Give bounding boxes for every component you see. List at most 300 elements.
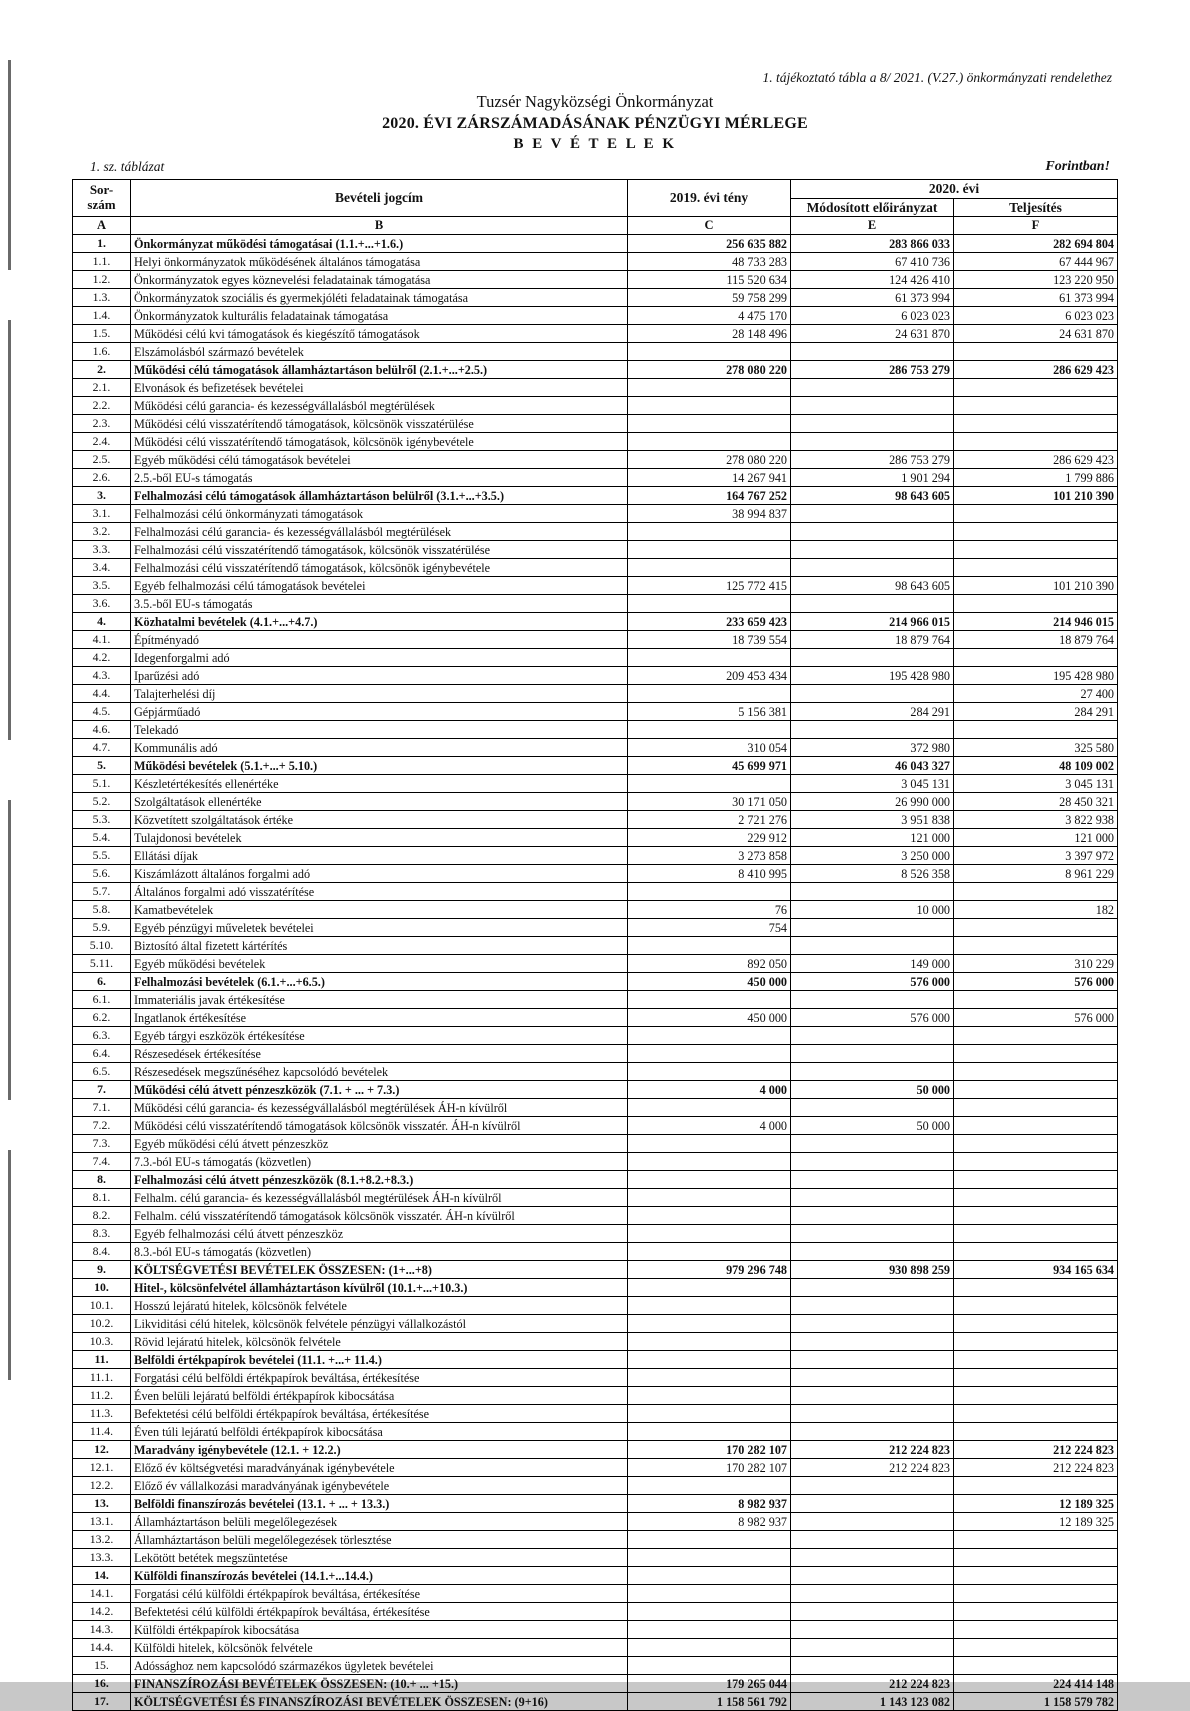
row-value-cell-c: 754 — [628, 919, 791, 937]
row-value-cell-f: 123 220 950 — [954, 271, 1118, 289]
row-value-cell-e: 3 951 838 — [791, 811, 954, 829]
row-value-cell-c: 4 475 170 — [628, 307, 791, 325]
row-value-cell-e — [791, 685, 954, 703]
row-value-cell-f — [954, 1225, 1118, 1243]
row-number-cell: 8.2. — [73, 1207, 131, 1225]
row-value-cell-c: 18 739 554 — [628, 631, 791, 649]
row-number-cell: 4.2. — [73, 649, 131, 667]
row-number-cell: 5.2. — [73, 793, 131, 811]
row-number-cell: 5.3. — [73, 811, 131, 829]
row-value-cell-c: 450 000 — [628, 1009, 791, 1027]
table-number-label: 1. sz. táblázat — [90, 159, 165, 174]
table-row — [73, 1117, 1118, 1135]
table-caption-row — [60, 159, 1130, 175]
row-value-cell-f — [954, 523, 1118, 541]
row-value-cell-e — [791, 1585, 954, 1603]
row-title-cell: Külföldi hitelek, kölcsönök felvétele — [131, 1639, 628, 1657]
row-value-cell-e: 212 224 823 — [791, 1675, 954, 1693]
document-subtitle: B E V É T E L E K — [513, 136, 677, 152]
row-number-cell: 11.3. — [73, 1405, 131, 1423]
row-value-cell-e — [791, 523, 954, 541]
row-value-cell-e: 50 000 — [791, 1117, 954, 1135]
row-title-cell: Hosszú lejáratú hitelek, kölcsönök felvétele — [131, 1297, 628, 1315]
currency-label: Forintban! — [1045, 159, 1110, 174]
row-value-cell-e — [791, 649, 954, 667]
header-cell-title: Bevételi jogcím — [131, 180, 628, 217]
row-title-cell: Immateriális javak értékesítése — [131, 991, 628, 1009]
table-row — [73, 631, 1118, 649]
row-value-cell-f: 214 946 015 — [954, 613, 1118, 631]
row-value-cell-f — [954, 1171, 1118, 1189]
row-value-cell-c: 8 982 937 — [628, 1513, 791, 1531]
row-title-cell: Működési célú garancia- és kezességvállalásból megtérülések — [131, 397, 628, 415]
row-number-cell: 1.6. — [73, 343, 131, 361]
row-value-cell-c: 4 000 — [628, 1117, 791, 1135]
row-value-cell-c — [628, 991, 791, 1009]
row-value-cell-e — [791, 1477, 954, 1495]
table-row — [73, 1135, 1118, 1153]
row-title-cell: Részesedések értékesítése — [131, 1045, 628, 1063]
row-value-cell-e — [791, 541, 954, 559]
row-value-cell-f: 101 210 390 — [954, 487, 1118, 505]
row-number-cell: 7.1. — [73, 1099, 131, 1117]
row-value-cell-e: 67 410 736 — [791, 253, 954, 271]
table-row — [73, 1423, 1118, 1441]
row-title-cell: Befektetési célú külföldi értékpapírok beváltása, értékesítése — [131, 1603, 628, 1621]
row-value-cell-f — [954, 1027, 1118, 1045]
table-row — [73, 1171, 1118, 1189]
row-value-cell-e: 1 901 294 — [791, 469, 954, 487]
row-value-cell-e — [791, 1495, 954, 1513]
row-value-cell-e: 61 373 994 — [791, 289, 954, 307]
column-letter-e: E — [791, 217, 954, 235]
row-number-cell: 5.6. — [73, 865, 131, 883]
row-value-cell-f: 121 000 — [954, 829, 1118, 847]
row-value-cell-f — [954, 541, 1118, 559]
row-value-cell-f — [954, 937, 1118, 955]
table-row — [73, 433, 1118, 451]
row-title-cell: Működési célú visszatérítendő támogatások kölcsönök visszatér. ÁH-n kívülről — [131, 1117, 628, 1135]
row-number-cell: 2.5. — [73, 451, 131, 469]
row-value-cell-e: 286 753 279 — [791, 361, 954, 379]
row-value-cell-f: 18 879 764 — [954, 631, 1118, 649]
row-number-cell: 1.1. — [73, 253, 131, 271]
row-title-cell: Közvetített szolgáltatások értéke — [131, 811, 628, 829]
row-value-cell-e — [791, 1189, 954, 1207]
row-value-cell-c: 115 520 634 — [628, 271, 791, 289]
row-value-cell-c — [628, 1207, 791, 1225]
row-value-cell-f — [954, 379, 1118, 397]
row-value-cell-e — [791, 559, 954, 577]
row-value-cell-f — [954, 1063, 1118, 1081]
table-row — [73, 1531, 1118, 1549]
row-title-cell: Ellátási díjak — [131, 847, 628, 865]
table-row — [73, 739, 1118, 757]
header-cell-rownumber — [73, 180, 131, 217]
table-row — [73, 577, 1118, 595]
row-number-cell: 12.1. — [73, 1459, 131, 1477]
row-value-cell-f — [954, 1657, 1118, 1675]
row-value-cell-c — [628, 1477, 791, 1495]
row-value-cell-e — [791, 1657, 954, 1675]
row-value-cell-e — [791, 721, 954, 739]
row-value-cell-c: 450 000 — [628, 973, 791, 991]
table-row — [73, 757, 1118, 775]
row-title-cell: Önkormányzat működési támogatásai (1.1.+...+1.6.) — [131, 235, 628, 253]
table-row — [73, 1441, 1118, 1459]
row-number-cell: 10.3. — [73, 1333, 131, 1351]
row-number-cell: 11. — [73, 1351, 131, 1369]
row-value-cell-e — [791, 433, 954, 451]
table-row — [73, 1621, 1118, 1639]
row-title-cell: Önkormányzatok szociális és gyermekjóléti feladatainak támogatása — [131, 289, 628, 307]
table-row — [73, 307, 1118, 325]
row-title-cell: 3.5.-ből EU-s támogatás — [131, 595, 628, 613]
table-row — [73, 613, 1118, 631]
row-value-cell-f: 24 631 870 — [954, 325, 1118, 343]
row-value-cell-f: 28 450 321 — [954, 793, 1118, 811]
row-value-cell-c — [628, 1639, 791, 1657]
row-value-cell-e — [791, 1567, 954, 1585]
column-letter-c: C — [628, 217, 791, 235]
row-value-cell-e: 46 043 327 — [791, 757, 954, 775]
row-title-cell: Elszámolásból származó bevételek — [131, 343, 628, 361]
row-value-cell-c: 256 635 882 — [628, 235, 791, 253]
row-title-cell: Egyéb felhalmozási célú átvett pénzeszköz — [131, 1225, 628, 1243]
table-row — [73, 343, 1118, 361]
row-value-cell-c: 8 982 937 — [628, 1495, 791, 1513]
row-value-cell-f: 224 414 148 — [954, 1675, 1118, 1693]
row-title-cell: Közhatalmi bevételek (4.1.+...+4.7.) — [131, 613, 628, 631]
row-value-cell-c — [628, 1657, 791, 1675]
row-number-cell: 13. — [73, 1495, 131, 1513]
header-cell-year-group: 2020. évi — [791, 180, 1118, 199]
row-number-cell: 1.2. — [73, 271, 131, 289]
header-rownumber-line2: szám — [87, 197, 116, 213]
row-title-cell: Belföldi értékpapírok bevételei (11.1. +...+ 11.4.) — [131, 1351, 628, 1369]
row-number-cell: 5.4. — [73, 829, 131, 847]
row-value-cell-e — [791, 1315, 954, 1333]
table-row — [73, 1243, 1118, 1261]
table-row — [73, 1297, 1118, 1315]
row-value-cell-f — [954, 1081, 1118, 1099]
table-row — [73, 1585, 1118, 1603]
row-title-cell: Működési célú garancia- és kezességvállalásból megtérülések ÁH-n kívülről — [131, 1099, 628, 1117]
document-reference-note: 1. tájékoztató tábla a 8/ 2021. (V.27.) önkormányzati rendelethez — [762, 70, 1112, 85]
table-row — [73, 703, 1118, 721]
row-value-cell-f — [954, 1117, 1118, 1135]
table-row — [73, 667, 1118, 685]
row-value-cell-e — [791, 1063, 954, 1081]
row-number-cell: 10. — [73, 1279, 131, 1297]
row-value-cell-c — [628, 1621, 791, 1639]
row-value-cell-e — [791, 1027, 954, 1045]
table-row — [73, 721, 1118, 739]
row-value-cell-f — [954, 559, 1118, 577]
row-value-cell-f — [954, 1567, 1118, 1585]
row-value-cell-f: 286 629 423 — [954, 451, 1118, 469]
row-value-cell-f: 195 428 980 — [954, 667, 1118, 685]
row-value-cell-f: 3 045 131 — [954, 775, 1118, 793]
table-row — [73, 1261, 1118, 1279]
row-value-cell-c: 170 282 107 — [628, 1459, 791, 1477]
row-title-cell: Ingatlanok értékesítése — [131, 1009, 628, 1027]
row-value-cell-f — [954, 1405, 1118, 1423]
row-title-cell: Belföldi finanszírozás bevételei (13.1. + ... + 13.3.) — [131, 1495, 628, 1513]
row-value-cell-e — [791, 505, 954, 523]
row-number-cell: 14.2. — [73, 1603, 131, 1621]
row-value-cell-e — [791, 415, 954, 433]
row-value-cell-f — [954, 397, 1118, 415]
table-row — [73, 1315, 1118, 1333]
row-value-cell-f: 576 000 — [954, 973, 1118, 991]
table-row — [73, 901, 1118, 919]
table-row — [73, 775, 1118, 793]
table-row — [73, 1405, 1118, 1423]
row-value-cell-f: 934 165 634 — [954, 1261, 1118, 1279]
row-title-cell: Lekötött betétek megszüntetése — [131, 1549, 628, 1567]
row-value-cell-c: 48 733 283 — [628, 253, 791, 271]
table-row — [73, 1693, 1118, 1711]
row-value-cell-f: 61 373 994 — [954, 289, 1118, 307]
row-value-cell-c: 59 758 299 — [628, 289, 791, 307]
row-number-cell: 3.5. — [73, 577, 131, 595]
organization-name: Tuzsér Nagyközségi Önkormányzat — [476, 92, 714, 111]
row-value-cell-e — [791, 1171, 954, 1189]
row-value-cell-c — [628, 775, 791, 793]
row-value-cell-c: 229 912 — [628, 829, 791, 847]
row-number-cell: 5.7. — [73, 883, 131, 901]
table-row — [73, 271, 1118, 289]
row-value-cell-e — [791, 1333, 954, 1351]
row-value-cell-e: 3 045 131 — [791, 775, 954, 793]
table-row — [73, 1027, 1118, 1045]
row-value-cell-e — [791, 1153, 954, 1171]
row-number-cell: 12. — [73, 1441, 131, 1459]
row-title-cell: Tulajdonosi bevételek — [131, 829, 628, 847]
row-number-cell: 4.5. — [73, 703, 131, 721]
row-value-cell-f: 101 210 390 — [954, 577, 1118, 595]
row-number-cell: 9. — [73, 1261, 131, 1279]
row-number-cell: 6.1. — [73, 991, 131, 1009]
row-value-cell-e — [791, 1351, 954, 1369]
header-rownumber-line1: Sor- — [89, 182, 114, 198]
row-value-cell-f — [954, 343, 1118, 361]
row-value-cell-e: 576 000 — [791, 1009, 954, 1027]
row-number-cell: 11.4. — [73, 1423, 131, 1441]
row-value-cell-e: 3 250 000 — [791, 847, 954, 865]
row-value-cell-e: 1 143 123 082 — [791, 1693, 954, 1711]
table-row — [73, 1495, 1118, 1513]
row-value-cell-c — [628, 1153, 791, 1171]
row-number-cell: 15. — [73, 1657, 131, 1675]
row-title-cell: Önkormányzatok kulturális feladatainak támogatása — [131, 307, 628, 325]
row-value-cell-f — [954, 1477, 1118, 1495]
row-value-cell-c — [628, 379, 791, 397]
table-row — [73, 1225, 1118, 1243]
row-value-cell-f: 182 — [954, 901, 1118, 919]
row-value-cell-f — [954, 991, 1118, 1009]
row-title-cell: Egyéb működési célú átvett pénzeszköz — [131, 1135, 628, 1153]
row-value-cell-c: 278 080 220 — [628, 361, 791, 379]
row-number-cell: 6.3. — [73, 1027, 131, 1045]
row-value-cell-c — [628, 541, 791, 559]
row-value-cell-e — [791, 1099, 954, 1117]
row-value-cell-f: 6 023 023 — [954, 307, 1118, 325]
row-title-cell: KÖLTSÉGVETÉSI ÉS FINANSZÍROZÁSI BEVÉTELEK ÖSSZESEN: (9+16) — [131, 1693, 628, 1711]
row-title-cell: Felhalmozási bevételek (6.1.+...+6.5.) — [131, 973, 628, 991]
row-number-cell: 4.1. — [73, 631, 131, 649]
row-value-cell-f — [954, 1585, 1118, 1603]
header-cell-modified-estimate: Módosított előirányzat — [791, 198, 954, 217]
row-value-cell-e — [791, 1045, 954, 1063]
row-value-cell-f: 212 224 823 — [954, 1459, 1118, 1477]
table-row — [73, 595, 1118, 613]
row-value-cell-e — [791, 883, 954, 901]
row-title-cell: Felhalmozási célú önkormányzati támogatások — [131, 505, 628, 523]
table-row — [73, 847, 1118, 865]
row-value-cell-e — [791, 343, 954, 361]
row-title-cell: Államháztartáson belüli megelőlegezések — [131, 1513, 628, 1531]
row-value-cell-f: 310 229 — [954, 955, 1118, 973]
row-number-cell: 10.2. — [73, 1315, 131, 1333]
row-value-cell-c: 2 721 276 — [628, 811, 791, 829]
row-number-cell: 7.2. — [73, 1117, 131, 1135]
row-number-cell: 2.4. — [73, 433, 131, 451]
table-row — [73, 1099, 1118, 1117]
row-value-cell-c — [628, 1351, 791, 1369]
table-row — [73, 397, 1118, 415]
table-row — [73, 973, 1118, 991]
row-value-cell-f — [954, 1243, 1118, 1261]
row-value-cell-e — [791, 1207, 954, 1225]
table-row — [73, 991, 1118, 1009]
row-number-cell: 8.4. — [73, 1243, 131, 1261]
row-title-cell: Telekadó — [131, 721, 628, 739]
table-row — [73, 1369, 1118, 1387]
column-letter-a: A — [73, 217, 131, 235]
row-value-cell-c — [628, 1423, 791, 1441]
row-value-cell-c: 209 453 434 — [628, 667, 791, 685]
table-body — [73, 235, 1118, 1711]
row-title-cell: Forgatási célú belföldi értékpapírok beváltása, értékesítése — [131, 1369, 628, 1387]
row-number-cell: 11.1. — [73, 1369, 131, 1387]
table-row — [73, 793, 1118, 811]
row-title-cell: Működési célú visszatérítendő támogatások, kölcsönök igénybevétele — [131, 433, 628, 451]
row-value-cell-c — [628, 1279, 791, 1297]
row-value-cell-c: 179 265 044 — [628, 1675, 791, 1693]
table-row — [73, 919, 1118, 937]
row-value-cell-e — [791, 1621, 954, 1639]
row-number-cell: 3.4. — [73, 559, 131, 577]
row-value-cell-c: 14 267 941 — [628, 469, 791, 487]
row-value-cell-e: 24 631 870 — [791, 325, 954, 343]
row-value-cell-f — [954, 1207, 1118, 1225]
row-title-cell: Idegenforgalmi adó — [131, 649, 628, 667]
row-value-cell-c — [628, 1063, 791, 1081]
row-value-cell-f — [954, 1639, 1118, 1657]
table-row — [73, 937, 1118, 955]
row-value-cell-f — [954, 1153, 1118, 1171]
row-number-cell: 7.3. — [73, 1135, 131, 1153]
row-value-cell-e: 576 000 — [791, 973, 954, 991]
table-row — [73, 649, 1118, 667]
row-number-cell: 14.1. — [73, 1585, 131, 1603]
row-value-cell-e: 124 426 410 — [791, 271, 954, 289]
row-title-cell: FINANSZÍROZÁSI BEVÉTELEK ÖSSZESEN: (10.+ ... +15.) — [131, 1675, 628, 1693]
row-value-cell-e: 8 526 358 — [791, 865, 954, 883]
row-number-cell: 8.3. — [73, 1225, 131, 1243]
row-number-cell: 3.6. — [73, 595, 131, 613]
row-title-cell: Államháztartáson belüli megelőlegezések törlesztése — [131, 1531, 628, 1549]
table-row — [73, 1153, 1118, 1171]
row-number-cell: 10.1. — [73, 1297, 131, 1315]
row-value-cell-c — [628, 1405, 791, 1423]
row-number-cell: 14.4. — [73, 1639, 131, 1657]
row-value-cell-c — [628, 1171, 791, 1189]
table-row — [73, 1009, 1118, 1027]
row-value-cell-c — [628, 721, 791, 739]
row-value-cell-e: 372 980 — [791, 739, 954, 757]
row-title-cell: Adóssághoz nem kapcsolódó származékos ügyletek bevételei — [131, 1657, 628, 1675]
row-number-cell: 3. — [73, 487, 131, 505]
row-value-cell-f: 325 580 — [954, 739, 1118, 757]
row-title-cell: Egyéb működési célú támogatások bevételei — [131, 451, 628, 469]
row-value-cell-e: 283 866 033 — [791, 235, 954, 253]
table-row — [73, 811, 1118, 829]
row-value-cell-c — [628, 1549, 791, 1567]
row-number-cell: 4.4. — [73, 685, 131, 703]
row-value-cell-e — [791, 1531, 954, 1549]
row-value-cell-c — [628, 397, 791, 415]
row-value-cell-c — [628, 1369, 791, 1387]
row-value-cell-e — [791, 1243, 954, 1261]
row-value-cell-f — [954, 1531, 1118, 1549]
row-title-cell: Gépjárműadó — [131, 703, 628, 721]
row-value-cell-c — [628, 1387, 791, 1405]
row-number-cell: 5.1. — [73, 775, 131, 793]
row-value-cell-e: 195 428 980 — [791, 667, 954, 685]
row-number-cell: 8.1. — [73, 1189, 131, 1207]
row-title-cell: Részesedések megszűnéséhez kapcsolódó bevételek — [131, 1063, 628, 1081]
table-row — [73, 469, 1118, 487]
row-value-cell-c — [628, 1045, 791, 1063]
table-row — [73, 415, 1118, 433]
row-value-cell-f: 284 291 — [954, 703, 1118, 721]
row-title-cell: 2.5.-ből EU-s támogatás — [131, 469, 628, 487]
row-value-cell-c — [628, 1567, 791, 1585]
row-title-cell: Felhalmozási célú garancia- és kezességvállalásból megtérülések — [131, 523, 628, 541]
row-value-cell-e — [791, 1297, 954, 1315]
row-title-cell: Működési célú támogatások államháztartáson belülről (2.1.+...+2.5.) — [131, 361, 628, 379]
row-title-cell: Kamatbevételek — [131, 901, 628, 919]
row-number-cell: 2. — [73, 361, 131, 379]
row-value-cell-c — [628, 1315, 791, 1333]
row-value-cell-f: 12 189 325 — [954, 1513, 1118, 1531]
row-value-cell-c — [628, 1189, 791, 1207]
row-title-cell: Külföldi értékpapírok kibocsátása — [131, 1621, 628, 1639]
row-value-cell-c — [628, 1027, 791, 1045]
row-value-cell-e: 18 879 764 — [791, 631, 954, 649]
table-row — [73, 1081, 1118, 1099]
row-title-cell: Helyi önkormányzatok működésének általános támogatása — [131, 253, 628, 271]
table-row — [73, 1459, 1118, 1477]
row-number-cell: 11.2. — [73, 1387, 131, 1405]
row-value-cell-c: 5 156 381 — [628, 703, 791, 721]
row-value-cell-c — [628, 595, 791, 613]
row-title-cell: Rövid lejáratú hitelek, kölcsönök felvétele — [131, 1333, 628, 1351]
row-value-cell-f: 48 109 002 — [954, 757, 1118, 775]
